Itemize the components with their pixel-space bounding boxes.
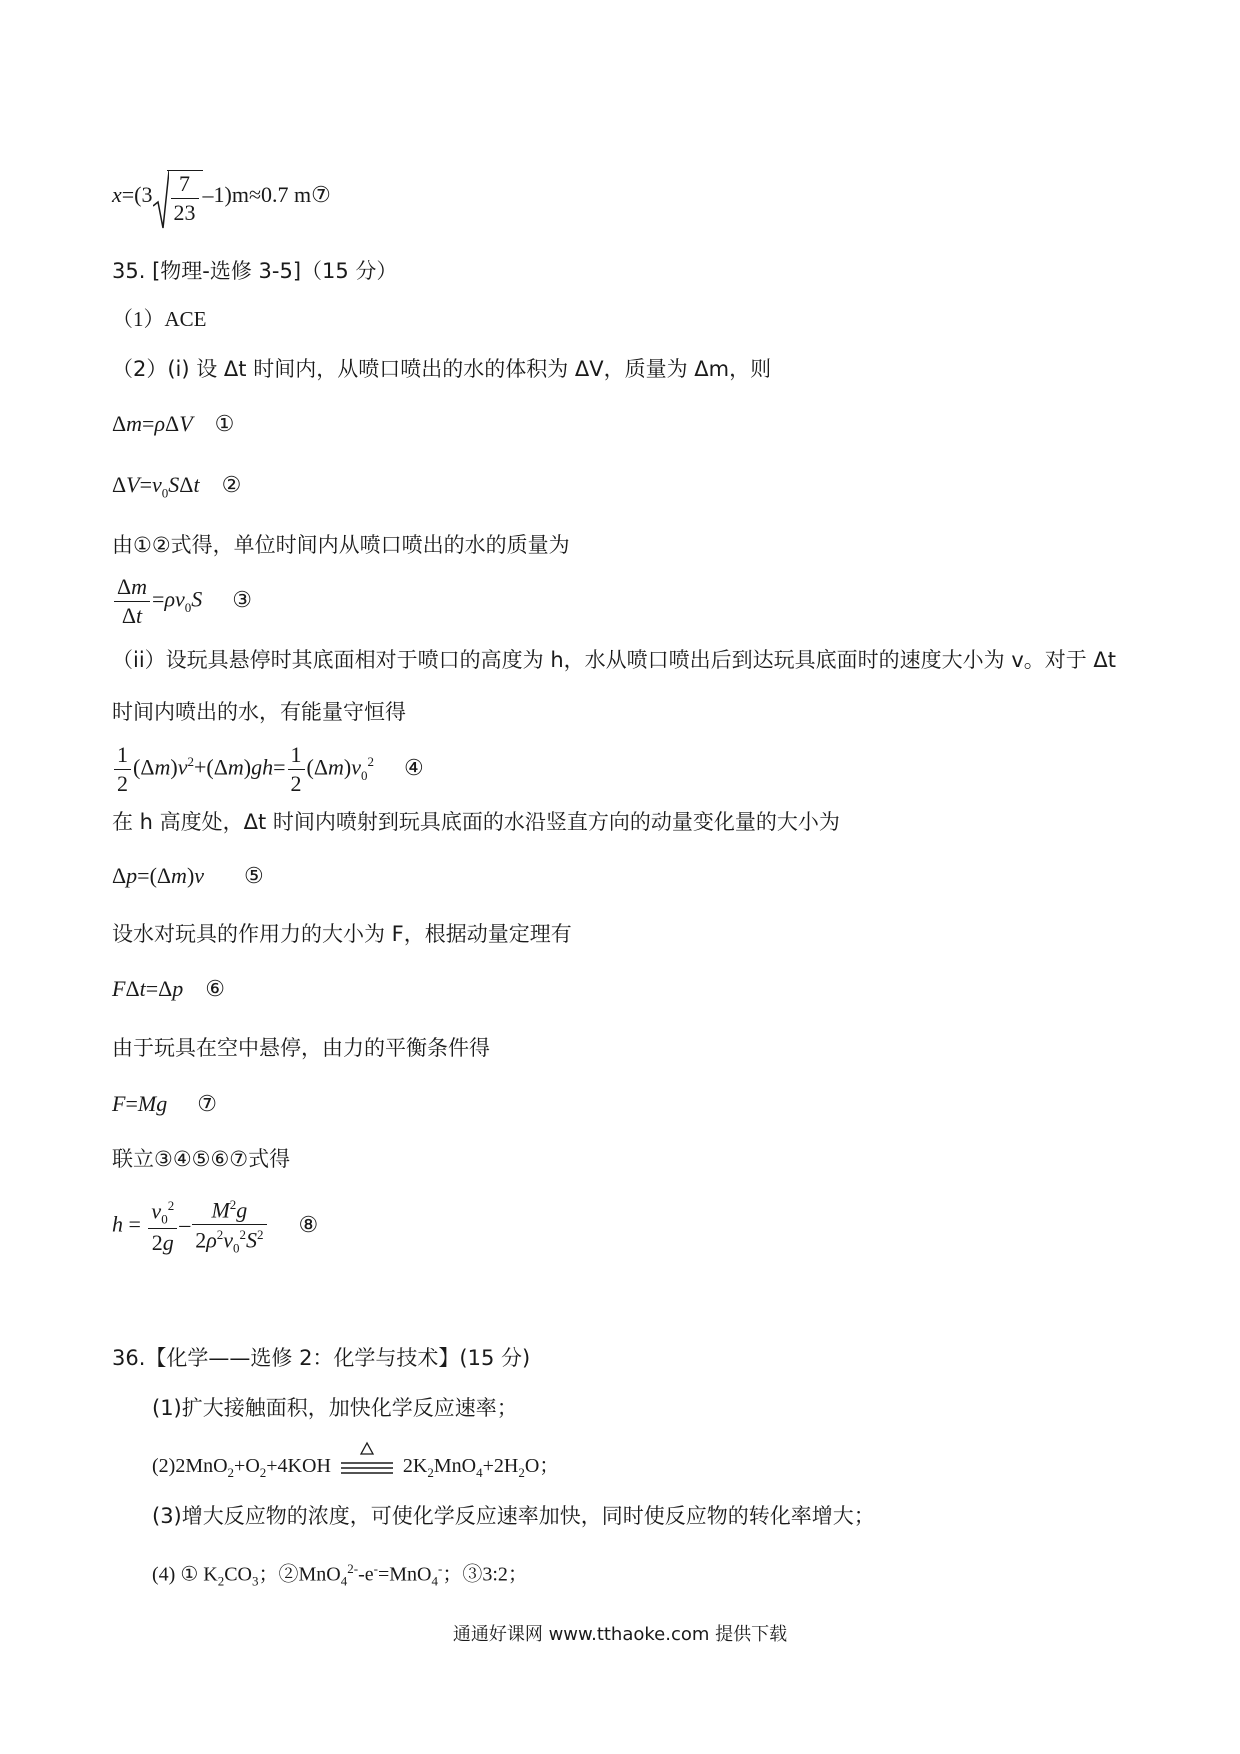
q35-part2-intro: （2）(i) 设 Δt 时间内，从喷口喷出的水的体积为 ΔV，质量为 Δm，则 xyxy=(112,357,772,381)
q35-part2-ii: （ii）设玩具悬停时其底面相对于喷口的高度为 h，水从喷口喷出后到达玩具底面时的速度大小为 v。对于 Δt xyxy=(112,648,1117,672)
equation-number: ⑥ xyxy=(205,976,226,1001)
text-from-12: 由①②式得，单位时间内从喷口喷出的水的质量为 xyxy=(112,533,570,557)
text-force: 设水对玩具的作用力的大小为 F，根据动量定理有 xyxy=(112,922,572,946)
equation-x: x=(3 $\frac{7}{23}$ –1)m≈0.7 m⑦ xyxy=(112,170,331,224)
equation-6: FΔt=Δp ⑥ xyxy=(112,976,226,1001)
equation-2: $\Delta V=v_0S\Delta t$ ② xyxy=(112,472,242,501)
equation-number: ⑤ xyxy=(244,863,264,888)
text-combine: 联立③④⑤⑥⑦式得 xyxy=(112,1147,291,1171)
text-at-h: 在 h 高度处，Δt 时间内喷射到玩具底面的水沿竖直方向的动量变化量的大小为 xyxy=(112,810,840,834)
equation-number: ③ xyxy=(232,586,253,612)
equation-number: ① xyxy=(214,411,235,436)
q36-answer-1: (1)扩大接触面积，加快化学反应速率； xyxy=(152,1396,518,1420)
equation-7: F=Mg ⑦ xyxy=(112,1091,217,1116)
text-balance: 由于玩具在空中悬停，由力的平衡条件得 xyxy=(112,1036,490,1060)
q36-answer-3: (3)增大反应物的浓度，可使化学反应速率加快，同时使反应物的转化率增大； xyxy=(152,1504,875,1528)
q35-part2-ii-cont: 时间内喷出的水，有能量守恒得 xyxy=(112,700,406,724)
equation-number: ② xyxy=(221,472,242,497)
equation-3: $\frac{\Delta m}{\Delta t}$ $=\rho v_0S$ ③ xyxy=(112,576,252,627)
q36-answer-4: (4) ① $K_2CO_3$；②MnO$_4^{2-}$-e-=MnO$_4$-；③3:2； xyxy=(152,1561,528,1589)
page-footer: 通通好课网 www.tthaoke.com 提供下载 xyxy=(452,1624,788,1645)
q35-part1-answer: （1）ACE xyxy=(112,307,207,331)
equation-1: Δm=ρΔV ① xyxy=(112,411,235,436)
q36-title: 36.【化学——选修 2：化学与技术】(15 分) xyxy=(112,1346,531,1370)
equation-number: ⑧ xyxy=(298,1211,319,1237)
equation-number: ⑦ xyxy=(197,1091,217,1116)
equation-number: ⑦ xyxy=(311,182,331,208)
q35-title: 35. [物理-选修 3-5]（15 分） xyxy=(112,259,398,283)
sqrt-expression: $\frac{7}{23}$ xyxy=(153,170,203,224)
equation-8: h = $\frac{v_0^2}{2g}$ – $\frac{M^2g}{2\rho^2v_0^2S^2}$ ⑧ xyxy=(112,1197,319,1257)
equation-4: $\frac{1}{2}$ $(\Delta m)v^2+(\Delta m)gh=$ $\frac{1}{2}$ $(\Delta m)v_0^2$ ④ xyxy=(112,744,424,795)
equation-number: ④ xyxy=(403,754,424,780)
heat-equals-sign xyxy=(341,1457,393,1477)
equation-5: Δp=(Δm)v ⑤ xyxy=(112,863,264,888)
q36-answer-2: $(2)2MnO_2+O_2+4KOH$ $2K_2MnO_4+2H_2O$； xyxy=(152,1452,559,1487)
